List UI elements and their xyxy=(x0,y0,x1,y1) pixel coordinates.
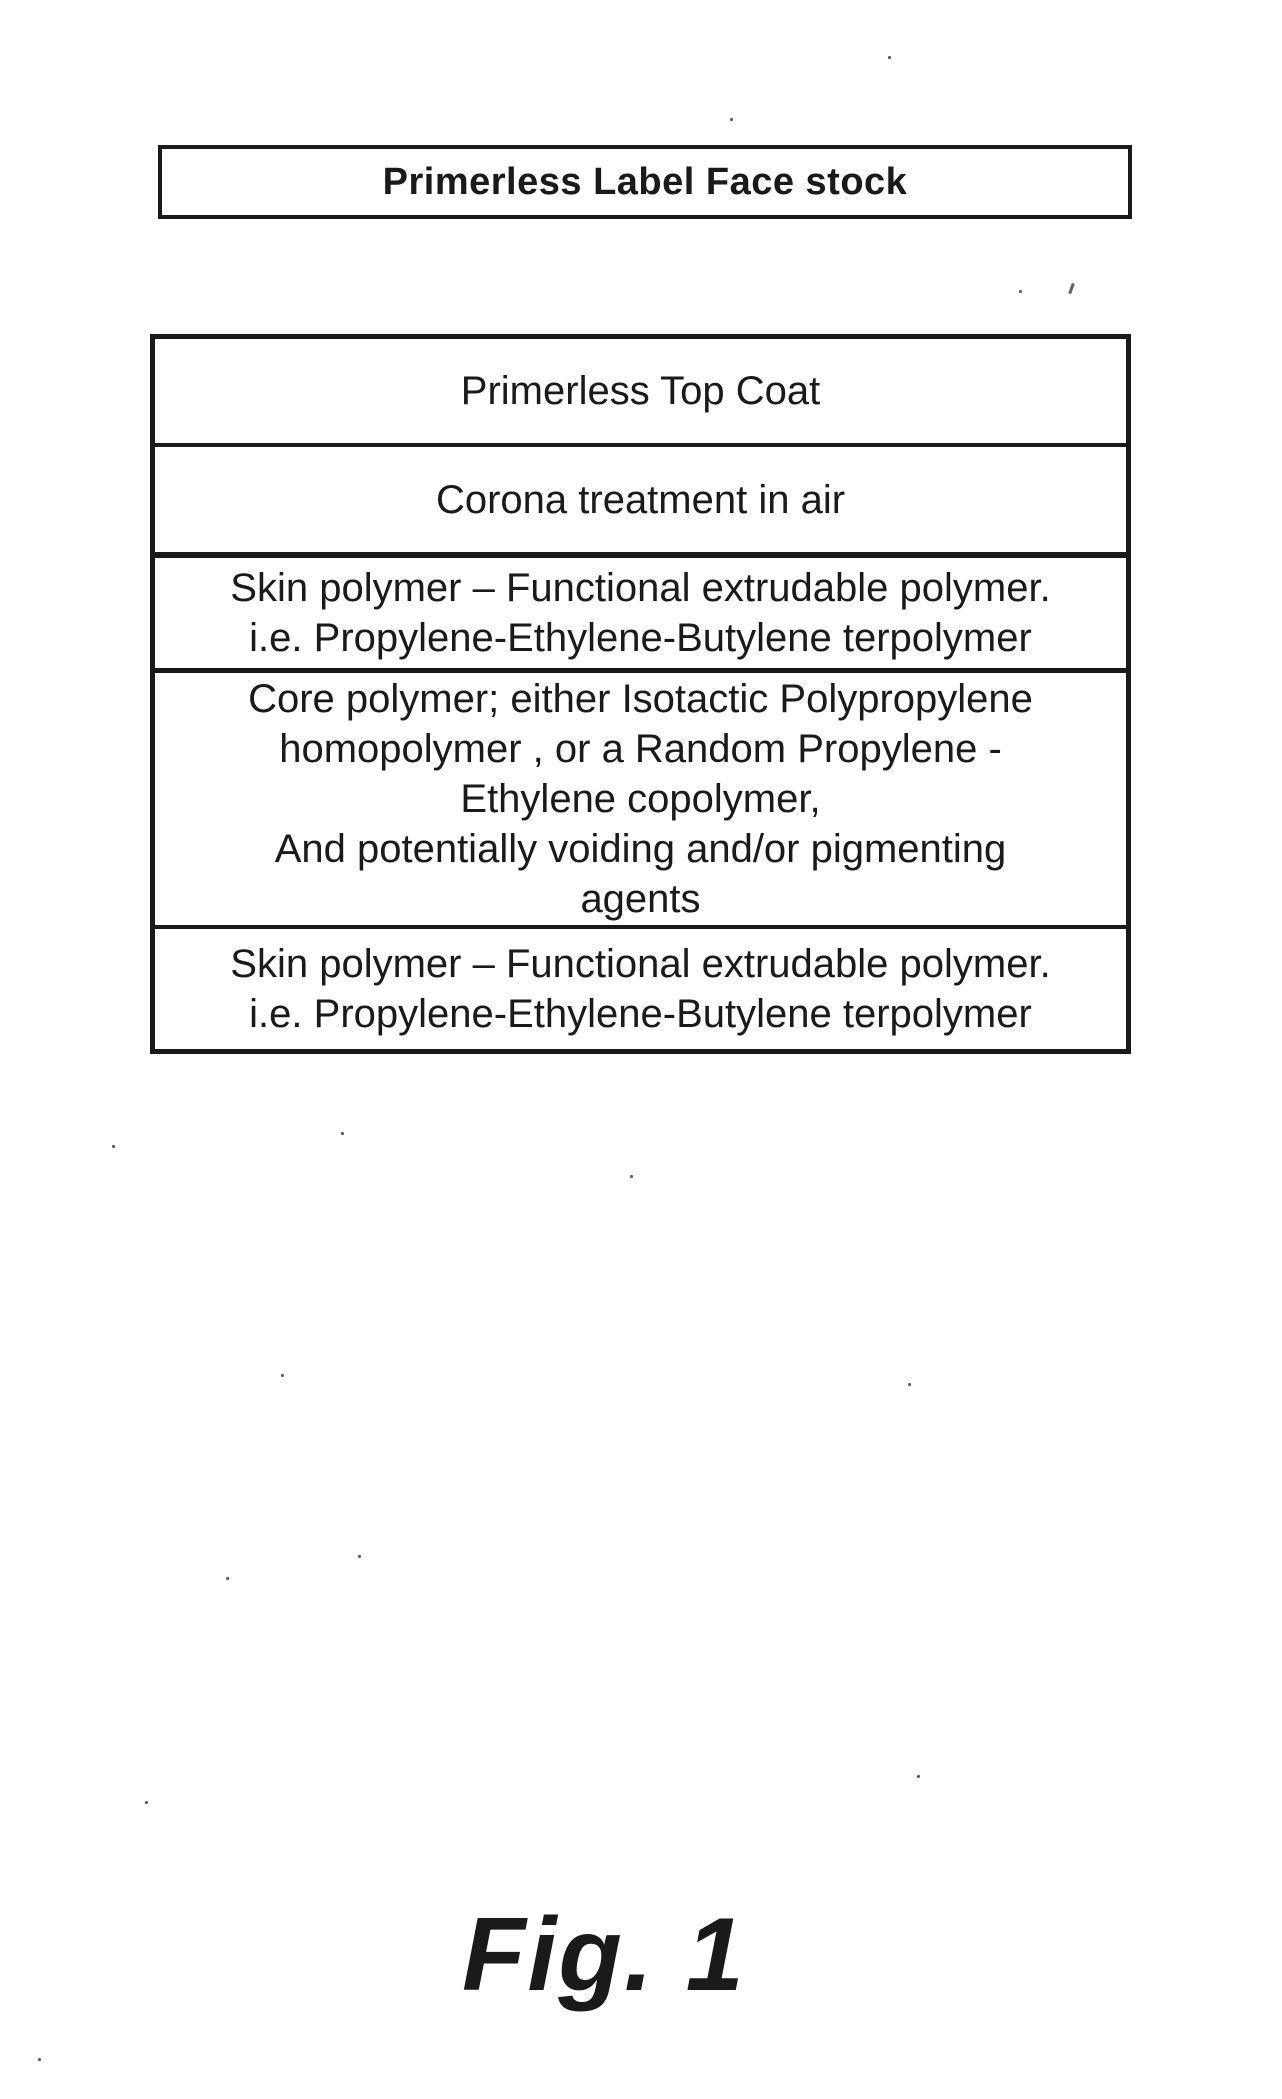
layer-skin-polymer-top xyxy=(155,558,1126,673)
scan-speck xyxy=(917,1775,920,1778)
scan-speck xyxy=(226,1577,229,1580)
scan-speck xyxy=(281,1374,284,1377)
scan-speck xyxy=(38,2058,41,2061)
scan-speck xyxy=(1068,283,1075,294)
scan-speck xyxy=(1019,290,1022,293)
layer-label: Core polymer; either Isotactic Polypropylene homopolymer , or a Random Propylene - Ethylene copolymer, And potentially voiding and/or pigmenting agents xyxy=(248,677,1033,921)
figure-caption: Fig. 1 xyxy=(462,1897,746,2013)
layer-core-polymer xyxy=(155,673,1126,929)
scan-speck xyxy=(908,1383,911,1386)
scan-speck xyxy=(630,1175,633,1178)
scan-speck xyxy=(888,56,891,59)
layer-label: Primerless Top Coat xyxy=(460,369,821,413)
scan-speck xyxy=(341,1132,344,1135)
scan-speck xyxy=(358,1555,361,1558)
layer-stack-diagram xyxy=(150,334,1131,1054)
layer-corona-treatment xyxy=(155,447,1126,558)
layer-label: Skin polymer – Functional extrudable polymer. i.e. Propylene-Ethylene-Butylene terpolymer xyxy=(230,566,1051,660)
figure-title: Primerless Label Face stock xyxy=(382,160,908,203)
layer-label: Skin polymer – Functional extrudable polymer. i.e. Propylene-Ethylene-Butylene terpolymer xyxy=(230,942,1051,1036)
scan-speck xyxy=(145,1801,148,1804)
layer-primerless-top-coat xyxy=(155,339,1126,447)
figure-title-box xyxy=(158,145,1132,219)
layer-label: Corona treatment in air xyxy=(435,477,846,522)
scan-speck xyxy=(730,118,733,121)
scan-speck xyxy=(112,1145,115,1148)
layer-skin-polymer-bottom xyxy=(155,929,1126,1049)
